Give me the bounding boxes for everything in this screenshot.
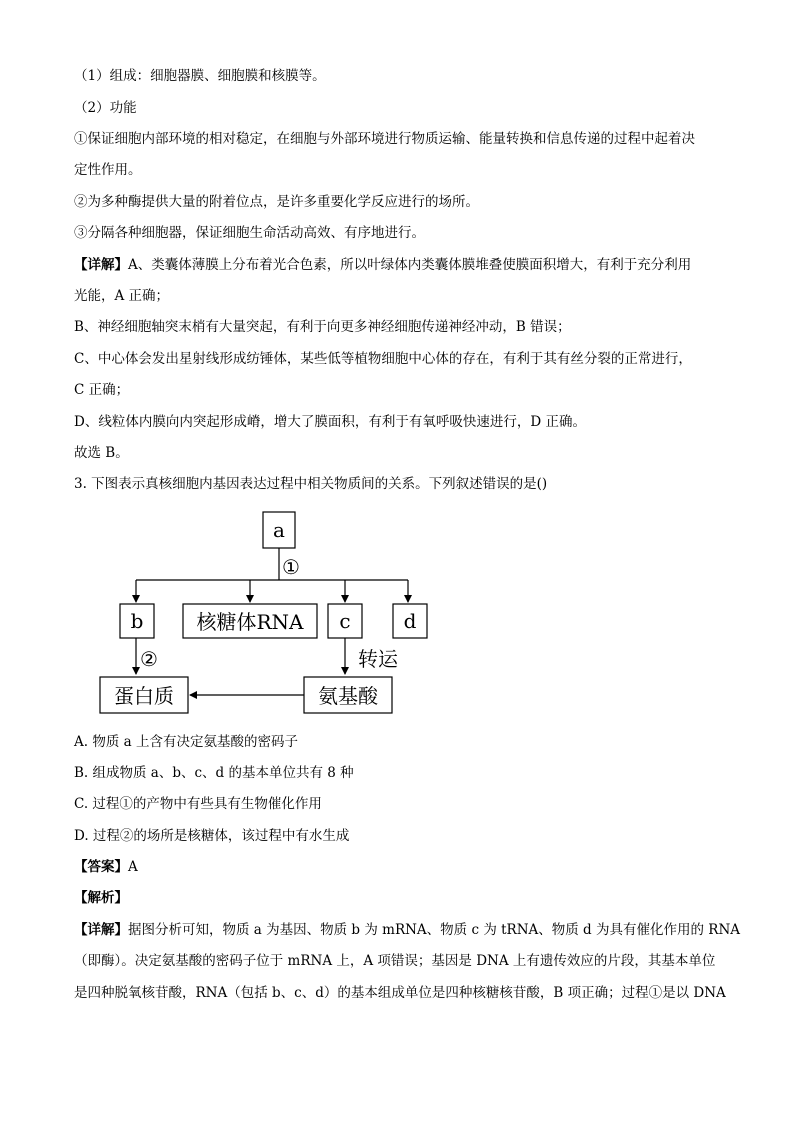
label-amino: 氨基酸 — [318, 684, 378, 708]
detail-line-c: C、中心体会发出星射线形成纺锤体，某些低等植物细胞中心体的存在，有利于其有丝分裂的正常进行， — [74, 351, 692, 367]
detail-line-c-cont: C 正确； — [74, 382, 130, 398]
text-line-function-1-cont: 定性作用。 — [74, 162, 142, 178]
answer-line — [74, 857, 724, 877]
gene-expression-diagram — [90, 508, 430, 723]
label-d: d — [403, 609, 417, 633]
detail-line-d: D、线粒体内膜向内突起形成嵴，增大了膜面积，有利于有氧呼吸快速进行，D 正确。 — [74, 414, 586, 430]
analysis-tag: 【解析】 — [74, 890, 128, 906]
detail2-tag: 【详解】 — [74, 922, 128, 938]
answer-value: A — [128, 859, 138, 875]
option-b: B. 组成物质 a、b、c、d 的基本单位共有 8 种 — [74, 765, 354, 781]
detail2-line-2: （即酶）。决定氨基酸的密码子位于 mRNA 上，A 项错误；基因是 DNA 上有遗传效应的片段，其基本单位 — [74, 953, 716, 969]
label-b: b — [130, 609, 144, 633]
option-c: C. 过程①的产物中有些具有生物催化作用 — [74, 796, 322, 812]
text-line-composition: （1）组成：细胞器膜、细胞膜和核膜等。 — [74, 68, 326, 84]
label-transport: 转运 — [358, 647, 398, 671]
label-rrna: 核糖体RNA — [196, 610, 304, 634]
text-line-function-heading: （2）功能 — [74, 100, 137, 116]
text-line-function-1: ①保证细胞内部环境的相对稳定，在细胞与外部环境进行物质运输、能量转换和信息传递的过程中起着决 — [74, 131, 695, 147]
option-a: A. 物质 a 上含有决定氨基酸的密码子 — [74, 734, 298, 750]
text-line-function-3: ③分隔各种细胞器，保证细胞生命活动高效、有序地进行。 — [74, 225, 425, 241]
detail2-line-3: 是四种脱氧核苷酸，RNA（包括 b、c、d）的基本组成单位是四种核糖核苷酸，B 项正确；过程①是以 DNA — [74, 985, 726, 1001]
detail-tag: 【详解】 — [74, 257, 128, 273]
label-step2: ② — [140, 647, 158, 671]
label-c: c — [339, 609, 351, 633]
detail2-line-1 — [74, 920, 741, 940]
label-step1: ① — [282, 555, 300, 579]
detail-line-b: B、神经细胞轴突末梢有大量突起，有利于向更多神经细胞传递神经冲动，B 错误； — [74, 319, 571, 335]
label-protein: 蛋白质 — [114, 684, 174, 708]
text-line-function-2: ②为多种酶提供大量的附着位点，是许多重要化学反应进行的场所。 — [74, 194, 479, 210]
detail-line-choice: 故选 B。 — [74, 445, 129, 461]
question-stem: 3. 下图表示真核细胞内基因表达过程中相关物质间的关系。下列叙述错误的是() — [74, 476, 548, 492]
label-a: a — [273, 518, 285, 542]
detail-line-a-cont: 光能，A 正确； — [74, 288, 170, 304]
detail-text-a: A、类囊体薄膜上分布着光合色素，所以叶绿体内类囊体膜堆叠使膜面积增大，有利于充分利用 — [128, 257, 692, 273]
answer-tag: 【答案】 — [74, 859, 128, 875]
detail-line-a — [74, 255, 724, 275]
detail2-text-1: 据图分析可知，物质 a 为基因、物质 b 为 mRNA、物质 c 为 tRNA、物质 d 为具有催化作用的 RNA — [128, 922, 741, 938]
option-d: D. 过程②的场所是核糖体，该过程中有水生成 — [74, 828, 350, 844]
